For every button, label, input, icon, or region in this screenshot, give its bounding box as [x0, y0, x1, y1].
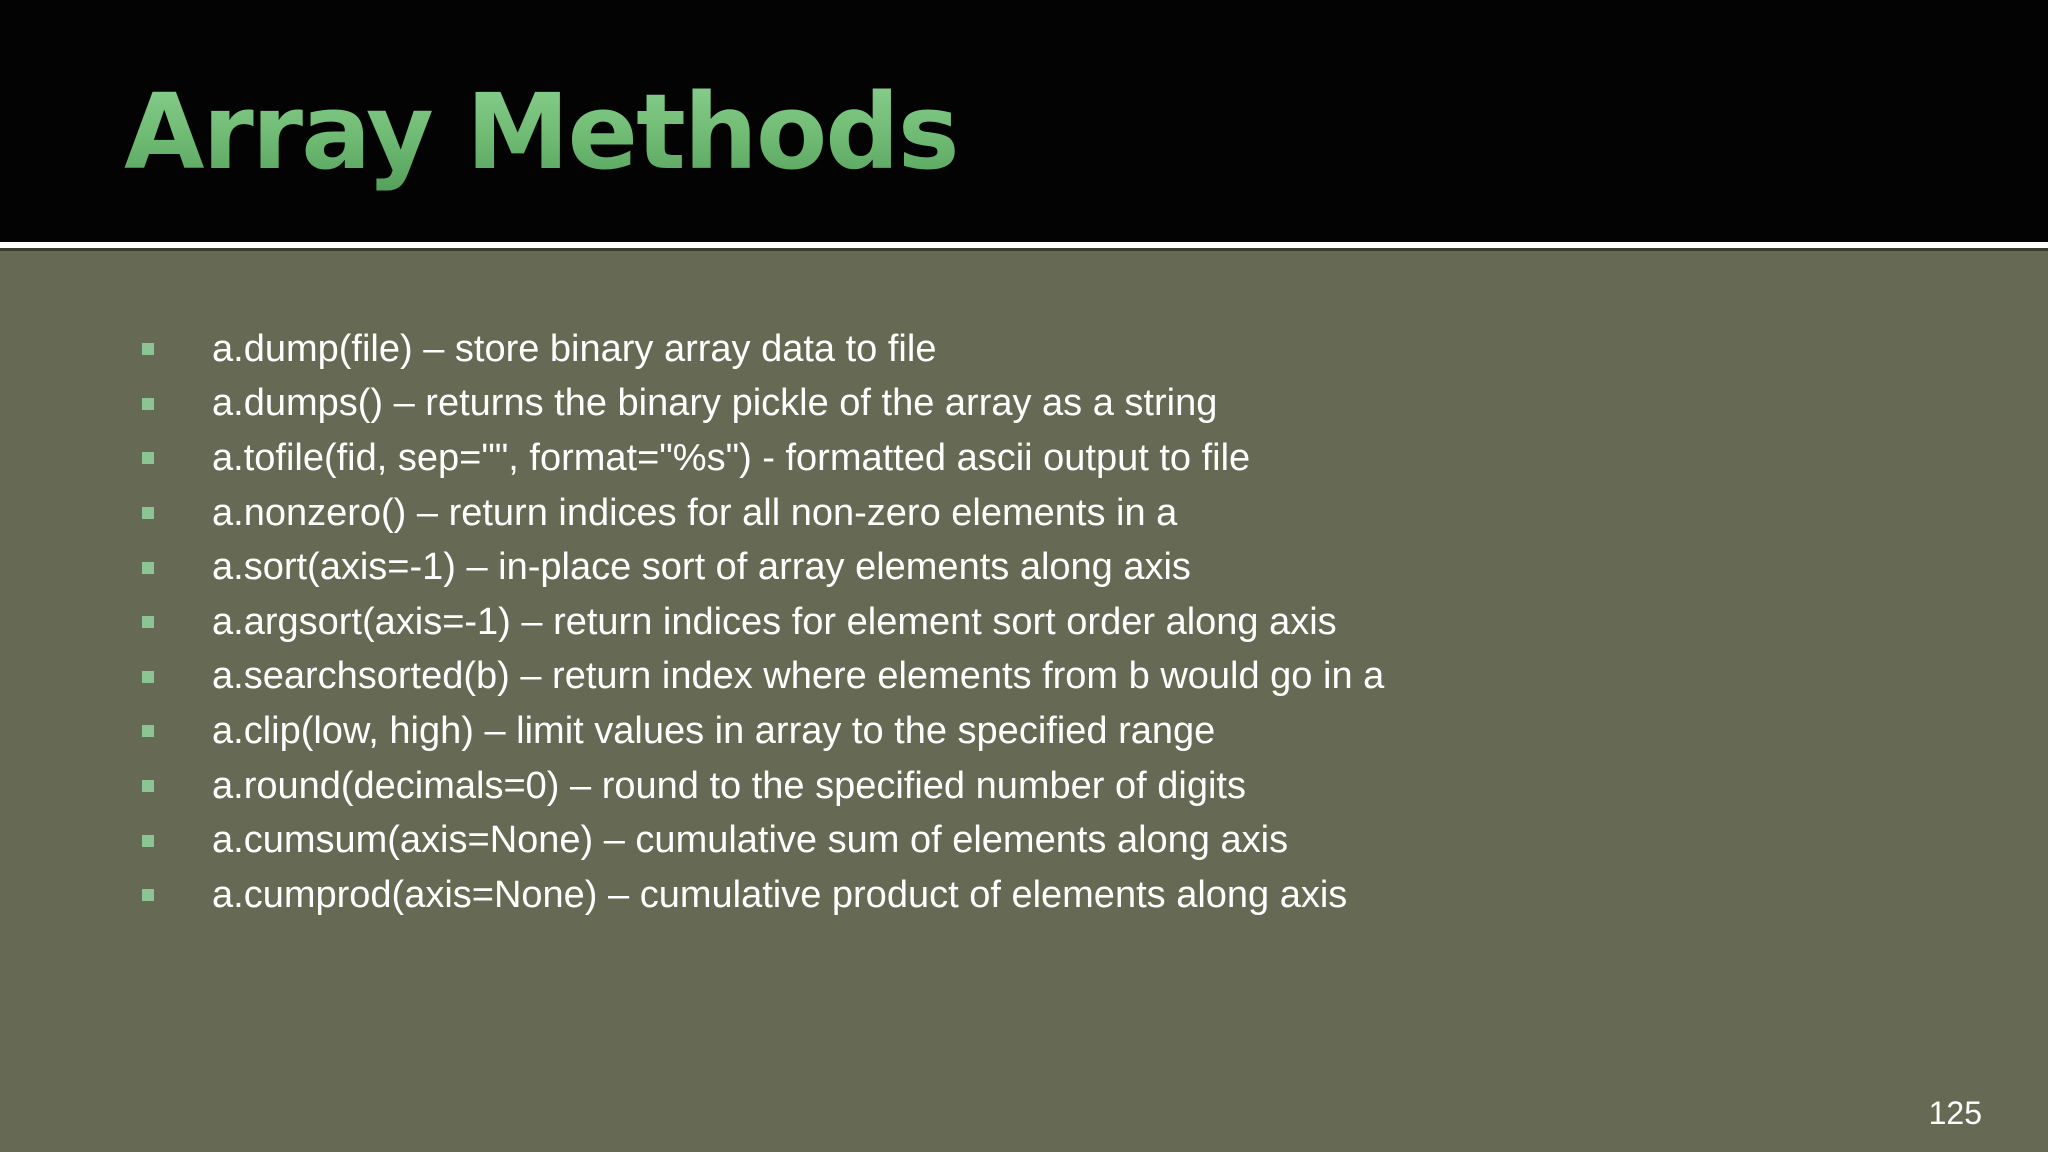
bullet-item — [142, 540, 1384, 595]
bullet-item — [142, 377, 1384, 432]
bullet-item — [142, 813, 1384, 868]
bullet-item — [142, 595, 1384, 650]
bullet-item — [142, 868, 1384, 923]
bullet-text: a.argsort(axis=-1) – return indices for element sort order along axis — [212, 600, 1337, 643]
slide-title: Array Methods — [124, 62, 958, 202]
bullet-item — [142, 322, 1384, 377]
bullet-text: a.nonzero() – return indices for all non-zero elements in a — [212, 491, 1178, 534]
bullet-text: a.clip(low, high) – limit values in array to the specified range — [212, 709, 1216, 752]
bullet-text: a.round(decimals=0) – round to the specified number of digits — [212, 764, 1246, 807]
square-bullet-icon — [142, 725, 154, 737]
square-bullet-icon — [142, 835, 154, 847]
bullet-item — [142, 704, 1384, 759]
bullet-item — [142, 431, 1384, 486]
square-bullet-icon — [142, 562, 154, 574]
bullet-text: a.sort(axis=-1) – in-place sort of array elements along axis — [212, 546, 1191, 589]
bullet-item — [142, 650, 1384, 705]
square-bullet-icon — [142, 780, 154, 792]
bullet-text: a.searchsorted(b) – return index where elements from b would go in a — [212, 655, 1385, 698]
square-bullet-icon — [142, 452, 154, 464]
bullet-text: a.tofile(fid, sep="", format="%s") - formatted ascii output to file — [212, 436, 1251, 479]
square-bullet-icon — [142, 889, 154, 901]
bullet-text: a.dump(file) – store binary array data to file — [212, 327, 937, 370]
title-divider-shadow — [0, 248, 2048, 251]
bullet-item — [142, 759, 1384, 814]
square-bullet-icon — [142, 616, 154, 628]
bullet-text: a.dumps() – returns the binary pickle of the array as a string — [212, 382, 1218, 425]
square-bullet-icon — [142, 507, 154, 519]
square-bullet-icon — [142, 398, 154, 410]
square-bullet-icon — [142, 671, 154, 683]
square-bullet-icon — [142, 343, 154, 355]
bullet-text: a.cumprod(axis=None) – cumulative product of elements along axis — [212, 873, 1348, 916]
page-number: 125 — [1928, 1095, 1982, 1131]
bullet-item — [142, 486, 1384, 541]
bullet-text: a.cumsum(axis=None) – cumulative sum of elements along axis — [212, 819, 1289, 862]
bullet-list — [142, 322, 1384, 923]
